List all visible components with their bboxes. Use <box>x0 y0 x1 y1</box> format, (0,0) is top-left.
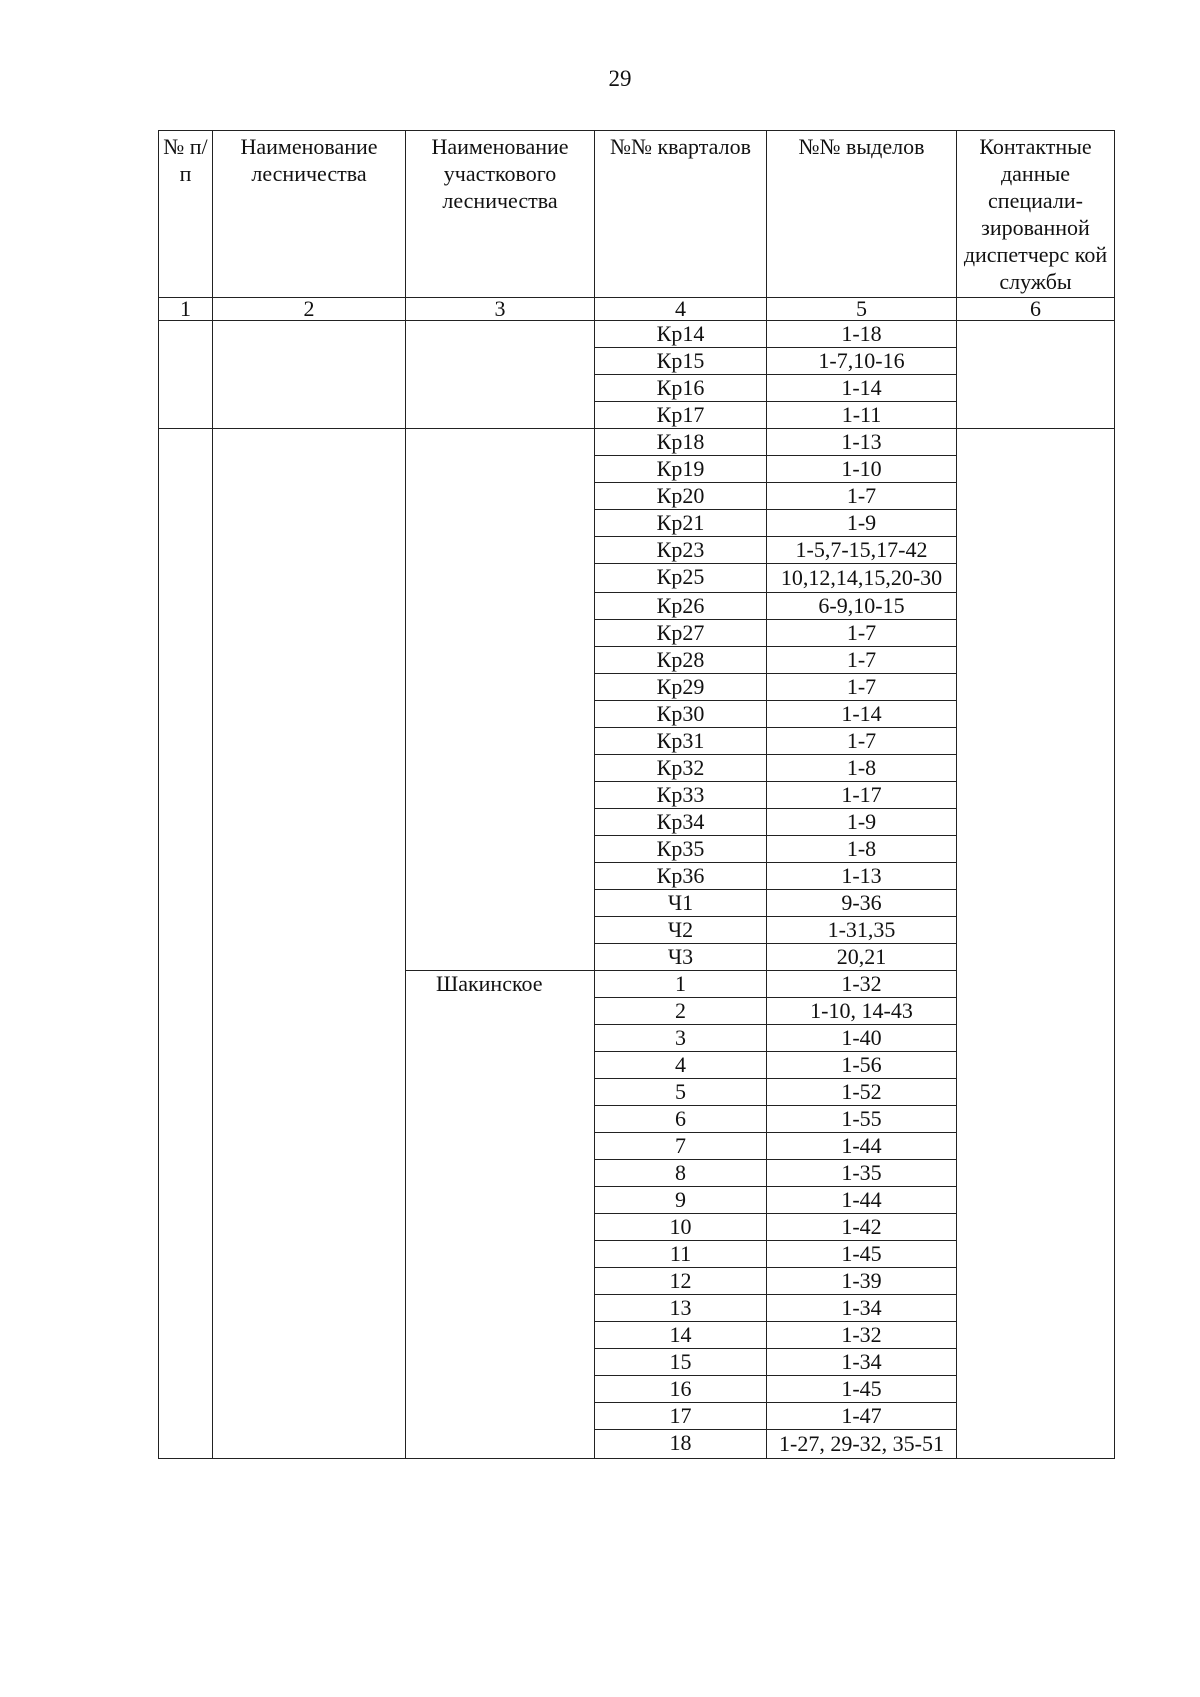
quarter-cell: Ч2 <box>595 917 767 944</box>
quarter-cell: Кр25 <box>595 564 767 593</box>
allotment-cell: 1-7 <box>767 674 957 701</box>
district-forestry-cell <box>406 429 595 971</box>
column-number: 6 <box>957 298 1115 321</box>
quarter-cell: Кр16 <box>595 375 767 402</box>
column-number: 4 <box>595 298 767 321</box>
column-number: 2 <box>213 298 406 321</box>
allotment-cell: 1-32 <box>767 971 957 998</box>
allotment-cell: 1-42 <box>767 1214 957 1241</box>
quarter-cell: 3 <box>595 1025 767 1052</box>
district-forestry-cell <box>406 321 595 429</box>
allotment-cell: 1-14 <box>767 701 957 728</box>
allotment-cell: 1-34 <box>767 1295 957 1322</box>
allotment-cell: 1-31,35 <box>767 917 957 944</box>
quarter-cell: 8 <box>595 1160 767 1187</box>
allotment-cell: 1-7 <box>767 620 957 647</box>
allotment-cell: 1-13 <box>767 863 957 890</box>
header-forestry: Наименование лесничества <box>213 131 406 298</box>
allotment-cell: 1-7 <box>767 483 957 510</box>
allotment-cell: 1-39 <box>767 1268 957 1295</box>
quarter-cell: Кр21 <box>595 510 767 537</box>
quarter-cell: Кр20 <box>595 483 767 510</box>
allotment-cell: 1-8 <box>767 755 957 782</box>
quarter-cell: Кр15 <box>595 348 767 375</box>
quarter-cell: Кр30 <box>595 701 767 728</box>
allotment-cell: 1-44 <box>767 1187 957 1214</box>
quarter-cell: 13 <box>595 1295 767 1322</box>
header-row <box>159 131 1115 298</box>
quarter-cell: Кр34 <box>595 809 767 836</box>
contacts-cell <box>957 321 1115 429</box>
quarter-cell: 4 <box>595 1052 767 1079</box>
quarter-cell: Кр33 <box>595 782 767 809</box>
allotment-cell: 1-45 <box>767 1241 957 1268</box>
allotment-cell: 1-40 <box>767 1025 957 1052</box>
number-cell <box>159 321 213 429</box>
allotment-cell: 1-55 <box>767 1106 957 1133</box>
allotment-cell: 1-18 <box>767 321 957 348</box>
allotment-cell: 1-5,7-15,17-42 <box>767 537 957 564</box>
quarter-cell: 7 <box>595 1133 767 1160</box>
quarter-cell: Кр26 <box>595 593 767 620</box>
quarter-cell: Кр36 <box>595 863 767 890</box>
allotment-cell: 9-36 <box>767 890 957 917</box>
quarter-cell: 18 <box>595 1430 767 1459</box>
allotment-cell: 1-27, 29-32, 35-51 <box>767 1430 957 1459</box>
allotment-cell: 1-8 <box>767 836 957 863</box>
allotment-cell: 1-52 <box>767 1079 957 1106</box>
quarter-cell: 9 <box>595 1187 767 1214</box>
quarter-cell: Кр31 <box>595 728 767 755</box>
column-number-row <box>159 298 1115 321</box>
number-cell <box>159 429 213 1459</box>
allotment-cell: 1-34 <box>767 1349 957 1376</box>
table-row <box>159 321 1115 348</box>
allotment-cell: 1-13 <box>767 429 957 456</box>
column-number: 1 <box>159 298 213 321</box>
allotment-cell: 1-56 <box>767 1052 957 1079</box>
quarter-cell: 1 <box>595 971 767 998</box>
quarter-cell: Кр35 <box>595 836 767 863</box>
contacts-cell <box>957 429 1115 1459</box>
quarter-cell: Кр19 <box>595 456 767 483</box>
allotment-cell: 10,12,14,15,20-30 <box>767 564 957 593</box>
allotment-cell: 1-10 <box>767 456 957 483</box>
quarter-cell: 14 <box>595 1322 767 1349</box>
quarter-cell: Кр23 <box>595 537 767 564</box>
forestry-table <box>158 130 1115 1459</box>
allotment-cell: 1-44 <box>767 1133 957 1160</box>
table-row <box>159 429 1115 456</box>
quarter-cell: Кр18 <box>595 429 767 456</box>
quarter-cell: Кр17 <box>595 402 767 429</box>
column-number: 5 <box>767 298 957 321</box>
district-forestry-shakinskoe: Шакинское <box>406 971 595 1459</box>
quarter-cell: Кр32 <box>595 755 767 782</box>
header-contacts: Контактные данные специали-зированной диспетчерс кой службы <box>957 131 1115 298</box>
header-quarters: №№ кварталов <box>595 131 767 298</box>
allotment-cell: 1-9 <box>767 510 957 537</box>
quarter-cell: Кр14 <box>595 321 767 348</box>
allotment-cell: 20,21 <box>767 944 957 971</box>
quarter-cell: Кр29 <box>595 674 767 701</box>
allotment-cell: 1-11 <box>767 402 957 429</box>
quarter-cell: 5 <box>595 1079 767 1106</box>
quarter-cell: Ч3 <box>595 944 767 971</box>
allotment-cell: 1-10, 14-43 <box>767 998 957 1025</box>
quarter-cell: 15 <box>595 1349 767 1376</box>
header-allotments: №№ выделов <box>767 131 957 298</box>
allotment-cell: 1-32 <box>767 1322 957 1349</box>
page-number: 29 <box>608 66 632 91</box>
forestry-cell <box>213 321 406 429</box>
column-number: 3 <box>406 298 595 321</box>
quarter-cell: 6 <box>595 1106 767 1133</box>
allotment-cell: 1-7 <box>767 728 957 755</box>
allotment-cell: 1-45 <box>767 1376 957 1403</box>
allotment-cell: 1-14 <box>767 375 957 402</box>
quarter-cell: 17 <box>595 1403 767 1430</box>
allotment-cell: 1-9 <box>767 809 957 836</box>
quarter-cell: Кр28 <box>595 647 767 674</box>
header-number: № п/п <box>159 131 213 298</box>
quarter-cell: 11 <box>595 1241 767 1268</box>
quarter-cell: 16 <box>595 1376 767 1403</box>
quarter-cell: 12 <box>595 1268 767 1295</box>
allotment-cell: 1-35 <box>767 1160 957 1187</box>
header-district-forestry: Наименование участкового лесничества <box>406 131 595 298</box>
quarter-cell: Ч1 <box>595 890 767 917</box>
allotment-cell: 6-9,10-15 <box>767 593 957 620</box>
allotment-cell: 1-7,10-16 <box>767 348 957 375</box>
allotment-cell: 1-17 <box>767 782 957 809</box>
quarter-cell: 10 <box>595 1214 767 1241</box>
quarter-cell: 2 <box>595 998 767 1025</box>
quarter-cell: Кр27 <box>595 620 767 647</box>
forestry-cell <box>213 429 406 1459</box>
allotment-cell: 1-47 <box>767 1403 957 1430</box>
allotment-cell: 1-7 <box>767 647 957 674</box>
